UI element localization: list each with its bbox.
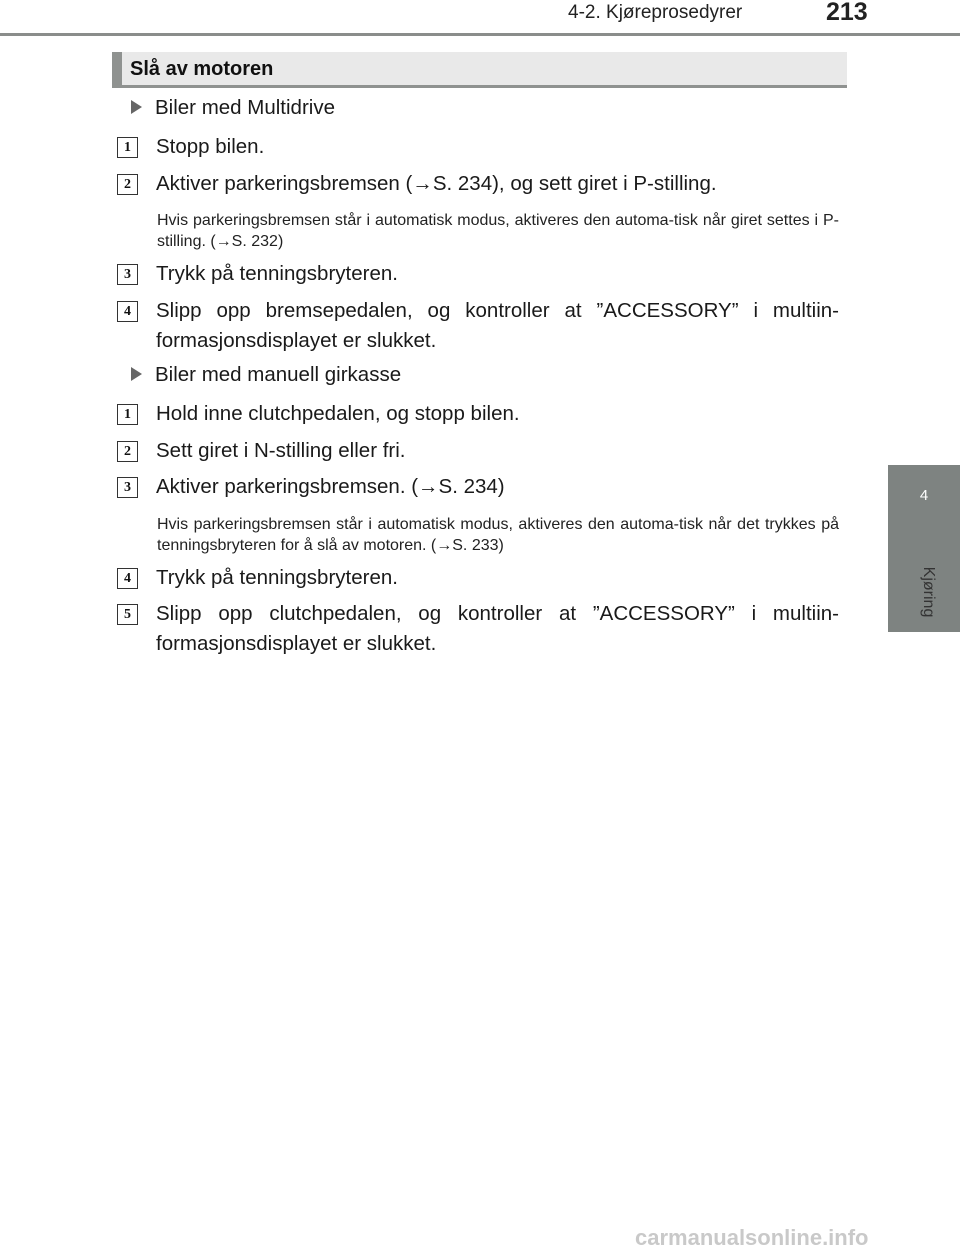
chapter-number: 4 — [919, 487, 929, 504]
step-number-badge: 5 — [117, 604, 138, 625]
step-number-badge: 2 — [117, 174, 138, 195]
step-number-badge: 3 — [117, 264, 138, 285]
step-text: Stopp bilen. — [156, 135, 265, 158]
step-number-badge: 1 — [117, 404, 138, 425]
header-divider — [0, 33, 960, 36]
step-text: Slipp opp clutchpedalen, og kontroller at ”ACCESSORY” i multiin-formasjonsdisplayet er slukket. — [156, 602, 839, 655]
step-number-badge: 3 — [117, 477, 138, 498]
step-text: Aktiver parkeringsbremsen (→S. 234), og sett giret i P-stilling. — [156, 172, 717, 195]
section-title: Slå av motoren — [130, 58, 274, 80]
section-heading-bar — [112, 52, 847, 88]
watermark: carmanualsonline.info — [635, 1225, 869, 1250]
step-number-badge: 4 — [117, 568, 138, 589]
step-note: Hvis parkeringsbremsen står i automatisk modus, aktiveres den automa-tisk når giret settes i P-stilling. (→S. 232) — [157, 212, 839, 250]
step-number-badge: 4 — [117, 301, 138, 322]
chapter-label: Kjøring — [920, 566, 937, 618]
page-number: 213 — [826, 0, 868, 26]
step-text: Aktiver parkeringsbremsen. (→S. 234) — [156, 475, 505, 498]
triangle-bullet-icon — [131, 100, 142, 114]
step-note: Hvis parkeringsbremsen står i automatisk modus, aktiveres den automa-tisk når det trykkes på tenningsbryteren for å slå av motoren. (→S. 233) — [157, 516, 839, 554]
step-text: Slipp opp bremsepedalen, og kontroller at ”ACCESSORY” i multiin-formasjonsdisplayet er slukket. — [156, 299, 839, 352]
header-section-title: 4-2. Kjøreprosedyrer — [568, 2, 743, 23]
group-heading-manual: Biler med manuell girkasse — [131, 363, 401, 387]
step-number-badge: 2 — [117, 441, 138, 462]
step-text: Trykk på tenningsbryteren. — [156, 262, 398, 285]
section-bar-accent — [112, 52, 122, 85]
step-number-badge: 1 — [117, 137, 138, 158]
group-heading-multidrive: Biler med Multidrive — [131, 96, 335, 120]
step-text: Sett giret i N-stilling eller fri. — [156, 439, 406, 462]
step-text: Trykk på tenningsbryteren. — [156, 566, 398, 589]
step-text: Hold inne clutchpedalen, og stopp bilen. — [156, 402, 520, 425]
triangle-bullet-icon — [131, 367, 142, 381]
